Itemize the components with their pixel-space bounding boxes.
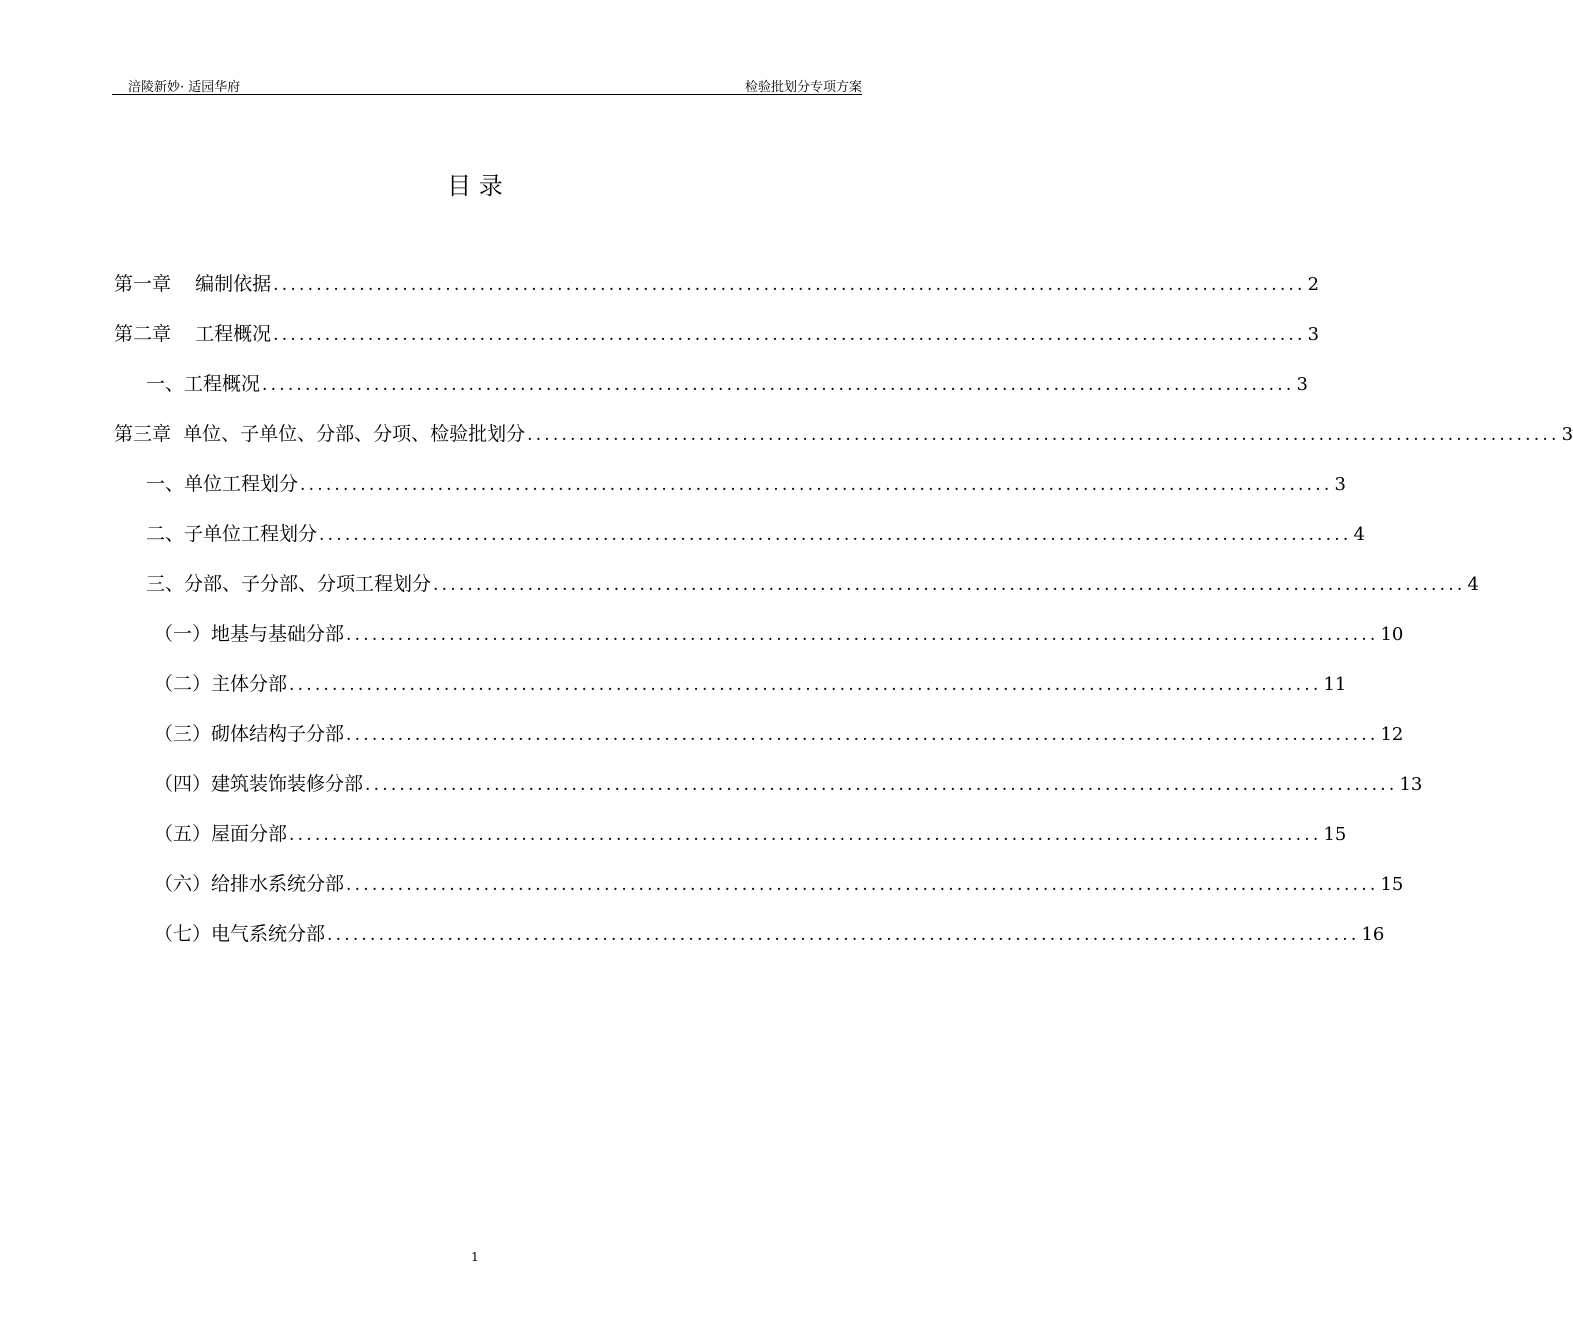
toc-dot-leader: ........................................................................................................................ (289, 825, 1322, 845)
toc-dot-leader: ........................................................................................................................ (346, 625, 1379, 645)
toc-entry-label: （五）屋面分部 (154, 823, 288, 845)
toc-entry-page: 4 (1353, 524, 1365, 545)
toc-entry-subsection[interactable] (154, 670, 1347, 698)
toc-dot-leader: ........................................................................................................................ (327, 925, 1360, 945)
toc-entry-page: 13 (1399, 774, 1423, 795)
toc-entry-label: （七）电气系统分部 (154, 923, 326, 945)
toc-entry-label: 三、分部、子分部、分项工程划分 (146, 573, 432, 595)
toc-entry-label: （二）主体分部 (154, 673, 288, 695)
toc-entry-page: 3 (1334, 474, 1346, 495)
toc-entry-section[interactable] (146, 520, 1365, 548)
toc-entry-page: 2 (1307, 274, 1320, 295)
toc-dot-leader: ........................................................................................................................ (262, 375, 1295, 395)
toc-entry-label: 第二章 工程概况 (114, 323, 272, 345)
toc-entry-label: 一、单位工程划分 (146, 473, 299, 495)
toc-dot-leader: ........................................................................................................................ (300, 475, 1333, 495)
toc-entry-chapter-2[interactable] (114, 320, 1320, 348)
toc-entry-subsection[interactable] (154, 820, 1347, 848)
header-project-name: 涪陵新妙· 适园华府 (128, 80, 241, 95)
toc-dot-leader: ........................................................................................................................ (273, 275, 1306, 295)
header-document-name: 检验批划分专项方案 (744, 80, 862, 95)
toc-entry-page: 3 (1307, 324, 1320, 345)
toc-entry-subsection[interactable] (154, 870, 1404, 898)
toc-entry-page: 10 (1380, 624, 1404, 645)
toc-title: 目 录 (447, 172, 503, 200)
toc-entry-label: （一）地基与基础分部 (154, 623, 345, 645)
toc-entry-page: 15 (1380, 874, 1404, 895)
toc-entry-label: 第一章 编制依据 (114, 273, 272, 295)
toc-dot-leader: ........................................................................................................................ (365, 775, 1398, 795)
toc-dot-leader: ........................................................................................................................ (346, 725, 1379, 745)
toc-entry-page: 3 (1561, 424, 1573, 445)
toc-entry-page: 15 (1323, 824, 1347, 845)
toc-entry-label: （三）砌体结构子分部 (154, 723, 345, 745)
toc-entry-page: 12 (1380, 724, 1404, 745)
toc-entry-label: 一、工程概况 (146, 373, 261, 395)
toc-entry-label: （四）建筑装饰装修分部 (154, 773, 364, 795)
toc-entry-subsection[interactable] (154, 920, 1385, 948)
toc-entry-page: 11 (1323, 674, 1347, 695)
toc-dot-leader: ........................................................................................................................ (289, 675, 1322, 695)
toc-entry-page: 4 (1467, 574, 1479, 595)
page-header (112, 72, 862, 95)
toc-entry-label: （六）给排水系统分部 (154, 873, 345, 895)
page-number: 1 (471, 1250, 479, 1264)
toc-entry-label: 二、子单位工程划分 (146, 523, 318, 545)
toc-entry-chapter-3[interactable] (114, 420, 1573, 448)
toc-dot-leader: ........................................................................................................................ (433, 575, 1466, 595)
toc-entry-section[interactable] (146, 470, 1346, 498)
toc-entry-chapter-1[interactable] (114, 270, 1320, 298)
toc-entry-page: 16 (1361, 924, 1385, 945)
toc-entry-subsection[interactable] (154, 620, 1404, 648)
toc-dot-leader: ........................................................................................................................ (527, 425, 1560, 445)
toc-entry-section[interactable] (146, 370, 1308, 398)
toc-entry-subsection[interactable] (154, 720, 1404, 748)
toc-dot-leader: ........................................................................................................................ (346, 875, 1379, 895)
toc-entry-label: 第三章 单位、子单位、分部、分项、检验批划分 (114, 423, 526, 445)
toc-entry-section[interactable] (146, 570, 1479, 598)
toc-entry-subsection[interactable] (154, 770, 1423, 798)
toc-dot-leader: ........................................................................................................................ (273, 325, 1306, 345)
toc-entry-page: 3 (1296, 374, 1308, 395)
toc-dot-leader: ........................................................................................................................ (319, 525, 1352, 545)
